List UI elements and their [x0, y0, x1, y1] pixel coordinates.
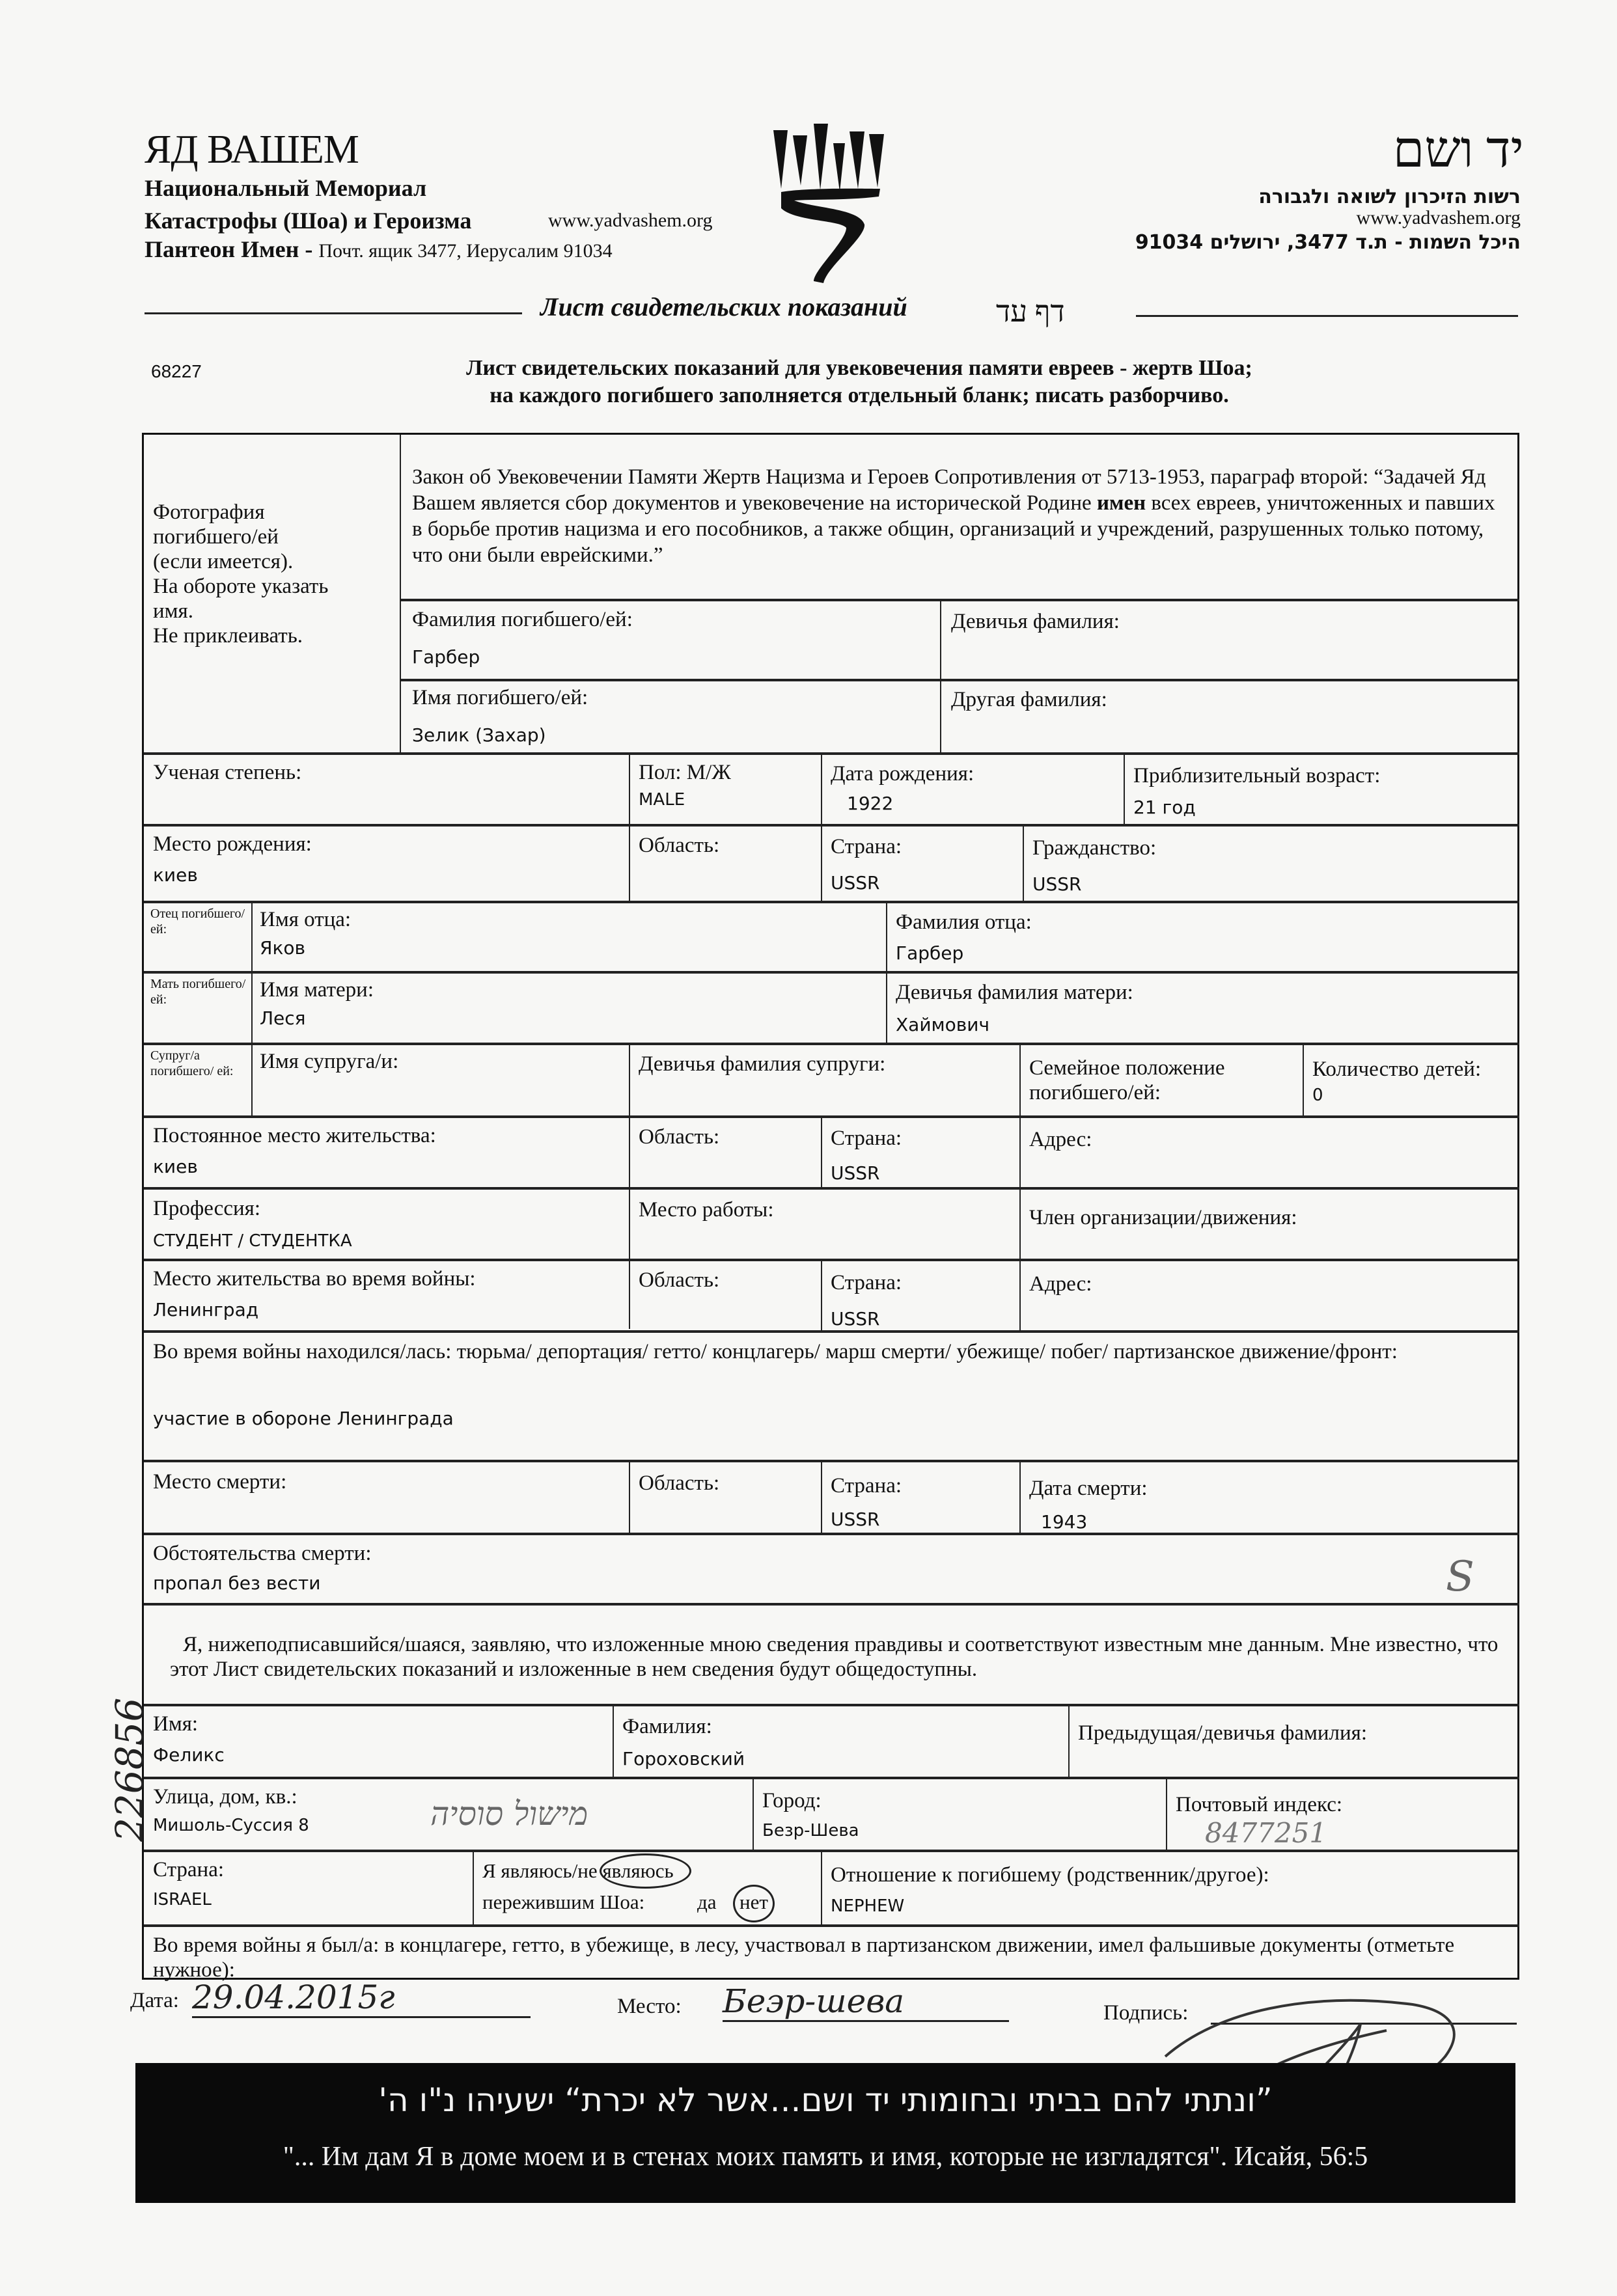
date-label: Дата:: [130, 1989, 179, 2012]
org-subtitle-line2: Катастрофы (Шоа) и Героизма: [145, 208, 472, 234]
divider: [821, 1115, 822, 1187]
residence-country-label: Страна:: [831, 1127, 902, 1150]
mother-side-label: Мать погибшего/ ей:: [150, 977, 246, 1007]
death-date-field[interactable]: 1943: [1041, 1511, 1088, 1533]
org-subtitle-line1: Национальный Мемориал: [145, 175, 427, 201]
victim-name-field[interactable]: Зелик (Захар): [412, 724, 546, 746]
father-side-label: Отец погибшего/ ей:: [150, 907, 245, 936]
menorah-logo-icon: [768, 117, 892, 290]
divider: [629, 1043, 630, 1329]
mother-maiden-label: Девичья фамилия матери:: [896, 981, 1133, 1004]
divider: [629, 752, 630, 824]
testimony-form-table: [142, 433, 1519, 1980]
submitter-war-label: Во время войны я был/а: в концлагере, гетто, в убежище, в лесу, участвовал в партизанском движении, имел фальшивые документы (отметьте нужное):: [153, 1934, 1455, 1982]
birth-date-field[interactable]: 1922: [847, 793, 894, 814]
residence-address-label: Адрес:: [1029, 1128, 1092, 1151]
death-region-label: Область:: [639, 1471, 720, 1495]
victim-name-label: Имя погибшего/ей:: [412, 686, 588, 709]
war-residence-field[interactable]: Ленинград: [153, 1299, 259, 1320]
submitter-prev-surname-label: Предыдущая/девичья фамилия:: [1078, 1721, 1368, 1745]
signature-label: Подпись:: [1103, 2001, 1189, 2025]
residence-label: Постоянное место жительства:: [153, 1124, 436, 1147]
divider: [144, 1850, 1519, 1852]
org-hall-of-names: Пантеон Имен -: [145, 236, 313, 262]
spouse-maiden-label: Девичья фамилия супруги:: [639, 1052, 886, 1076]
death-circumstances-field[interactable]: пропал без вести: [153, 1572, 321, 1594]
divider: [629, 1460, 630, 1533]
birth-place-label: Место рождения:: [153, 832, 312, 856]
divider: [144, 752, 1519, 755]
war-address-label: Адрес:: [1029, 1272, 1092, 1296]
form-subtitle-line1: Лист свидетельских показаний для увековечения памяти евреев - жертв Шоа;: [466, 356, 1252, 380]
mother-maiden-field[interactable]: Хаймович: [896, 1014, 990, 1035]
city-field[interactable]: Безр-Шева: [762, 1821, 859, 1840]
survivor-label-b: пережившим Шоа:: [482, 1891, 645, 1913]
divider: [753, 1777, 754, 1850]
divider-right: [1136, 315, 1518, 317]
gender-field[interactable]: MALE: [639, 790, 685, 810]
spouse-side-label: Супруг/а погибшего/ ей:: [150, 1048, 234, 1078]
photo-text: (если имеется).: [153, 550, 294, 573]
divider: [821, 752, 822, 901]
quote-russian: "... Им дам Я в доме моем и в стенах моих память и имя, которые не изгладятся". Исайя, 56:5: [283, 2142, 1368, 2172]
street-label: Улица, дом, кв.:: [153, 1785, 297, 1809]
mother-name-label: Имя матери:: [260, 978, 374, 1002]
father-name-field[interactable]: Яков: [260, 937, 305, 959]
divider: [629, 824, 630, 901]
divider: [1019, 1043, 1021, 1115]
photo-text: Фотография: [153, 500, 265, 524]
form-subtitle: [247, 355, 1471, 409]
submitter-name-field[interactable]: Феликс: [153, 1744, 225, 1766]
divider: [144, 971, 1519, 974]
photo-text: Не приклеивать.: [153, 624, 303, 648]
death-country-field[interactable]: USSR: [831, 1509, 880, 1530]
postal-code-field[interactable]: 8477251: [1205, 1817, 1327, 1849]
organization-label: Член организации/движения:: [1029, 1206, 1297, 1229]
divider: [144, 1603, 1519, 1606]
divider: [144, 1259, 1519, 1261]
survivor-no-option[interactable]: нет: [739, 1891, 768, 1913]
law-text-bold: имен: [1096, 491, 1146, 515]
handwritten-mark: S: [1446, 1553, 1474, 1601]
divider: [400, 435, 401, 752]
residence-field[interactable]: киев: [153, 1156, 198, 1177]
spouse-name-label: Имя супруга/и:: [260, 1050, 399, 1073]
father-surname-field[interactable]: Гарбер: [896, 942, 964, 964]
law-text-part: Закон об Увековечении Памяти Жертв Нацизма и Героев Сопротивления от 5713-1953, параграф второй: “Задачей Яд Вашем является сбор документов и увековечение на исторической Родине: [412, 465, 1486, 515]
org-name-ru: ЯД ВАШЕМ: [145, 128, 359, 172]
age-field[interactable]: 21 год: [1133, 797, 1196, 818]
website-link-left[interactable]: www.yadvashem.org: [548, 210, 713, 231]
profession-field[interactable]: СТУДЕНТ / СТУДЕНТКА: [153, 1231, 352, 1251]
divider: [940, 599, 941, 752]
divider: [400, 679, 1519, 681]
relation-field[interactable]: NEPHEW: [831, 1896, 905, 1916]
divider: [473, 1850, 474, 1924]
street-handwritten: מישול סוסיה: [430, 1795, 588, 1833]
citizenship-field[interactable]: USSR: [1032, 873, 1082, 895]
father-name-label: Имя отца:: [260, 908, 352, 931]
isaiah-quote-banner: [135, 2063, 1515, 2203]
divider: [1023, 824, 1024, 901]
divider: [144, 1533, 1519, 1535]
victim-other-surname-label: Другая фамилия:: [951, 688, 1107, 711]
org-name-he: יד ושם: [1392, 121, 1524, 178]
gender-label: Пол: М/Ж: [639, 761, 731, 784]
victim-surname-field[interactable]: Гарбер: [412, 646, 480, 668]
quote-hebrew: ”ונתתי להם בביתי ובחומותי יד ושם...אשר לא יכרת“ ישעיהו נ"ו ה': [378, 2081, 1273, 2119]
divider: [821, 1850, 822, 1924]
org-postal-address: Почт. ящик 3477, Иерусалим 91034: [318, 240, 613, 262]
selected-no-circle: [733, 1885, 775, 1922]
place-label: Место:: [617, 1995, 682, 2018]
divider: [144, 1330, 1519, 1333]
survivor-label-a: Я являюсь/не являюсь: [482, 1859, 674, 1882]
divider: [144, 1704, 1519, 1706]
org-address-line: [145, 236, 613, 263]
law-text-part: всех евреев, уничтоженных и павших в борьбе против нацизма и его пособников, а также общин, организаций и учреждений, разрушенных только потому, что они были еврейскими.”: [412, 491, 1495, 567]
relation-label: Отношение к погибшему (родственник/другое):: [831, 1863, 1269, 1887]
date-field[interactable]: 29.04.2015г: [192, 1978, 531, 2018]
photo-text: имя.: [153, 599, 193, 623]
citizenship-label: Гражданство:: [1032, 836, 1157, 860]
birth-place-field[interactable]: киев: [153, 864, 198, 886]
form-title: Лист свидетельских показаний: [540, 292, 907, 321]
victim-surname-label: Фамилия погибшего/ей:: [412, 608, 633, 631]
photo-text: погибшего/ей: [153, 525, 279, 549]
form-id: 68227: [151, 361, 202, 381]
birth-date-label: Дата рождения:: [831, 762, 974, 786]
divider: [1166, 1777, 1167, 1850]
divider: [400, 599, 1519, 601]
war-country-label: Страна:: [831, 1271, 902, 1294]
death-country-label: Страна:: [831, 1474, 902, 1497]
divider: [821, 1259, 822, 1330]
divider: [821, 1460, 822, 1533]
photo-text: На обороте указать: [153, 575, 329, 598]
death-date-label: Дата смерти:: [1029, 1477, 1148, 1500]
workplace-label: Место работы:: [639, 1198, 774, 1222]
submitter-country-field[interactable]: ISRAEL: [153, 1890, 212, 1909]
war-status-field[interactable]: участие в обороне Ленинграда: [153, 1408, 454, 1429]
selected-not-circle: [600, 1853, 691, 1889]
death-circumstances-label: Обстоятельства смерти:: [153, 1542, 372, 1565]
divider: [144, 1460, 1519, 1462]
divider: [144, 1187, 1519, 1190]
law-text: [412, 464, 1506, 568]
mother-name-field[interactable]: Леся: [260, 1007, 306, 1029]
birth-country-label: Страна:: [831, 835, 902, 858]
divider: [144, 901, 1519, 903]
submitter-surname-field[interactable]: Гороховский: [622, 1748, 745, 1770]
children-count-label: Количество детей:: [1312, 1058, 1482, 1081]
org-subtitle-he: רשות הזיכרון לשואה ולגבורה: [1258, 185, 1521, 208]
war-status-label: Во время войны находился/лась: тюрьма/ депортация/ гетто/ концлагерь/ марш смерти/ убежище/ побег/ партизанское движение/фронт:: [153, 1340, 1398, 1363]
postal-code-label: Почтовый индекс:: [1176, 1793, 1343, 1816]
declaration-text: Я, нижеподписавшийся/шаяся, заявляю, что изложенные мною сведения правдивы и соответствуют известным мне данным. Мне известно, что этот Лист свидетельских показаний и изложенные в нем сведения будут общедоступны.: [170, 1633, 1499, 1681]
divider: [144, 1115, 1519, 1118]
divider: [613, 1704, 614, 1777]
divider: [1303, 1043, 1304, 1115]
birth-country-field[interactable]: USSR: [831, 872, 880, 894]
divider: [251, 901, 253, 1115]
divider: [1068, 1704, 1070, 1777]
divider: [144, 824, 1519, 827]
war-country-field[interactable]: USSR: [831, 1308, 880, 1330]
residence-country-field[interactable]: USSR: [831, 1162, 880, 1184]
residence-region-label: Область:: [639, 1125, 720, 1149]
victim-maiden-label: Девичья фамилия:: [951, 610, 1120, 633]
marital-status-label: Семейное положение погибшего/ей:: [1029, 1056, 1225, 1104]
father-surname-label: Фамилия отца:: [896, 910, 1032, 934]
submitter-name-label: Имя:: [153, 1712, 199, 1736]
degree-label: Ученая степень:: [153, 761, 302, 784]
form-title-he: דף עד: [996, 295, 1065, 328]
birth-region-label: Область:: [639, 834, 720, 857]
survivor-yes-option[interactable]: да: [697, 1891, 717, 1913]
war-residence-label: Место жительства во время войны:: [153, 1267, 476, 1291]
war-region-label: Область:: [639, 1268, 720, 1292]
city-label: Город:: [762, 1789, 822, 1812]
submitter-country-label: Страна:: [153, 1858, 225, 1881]
form-subtitle-line2: на каждого погибшего заполняется отдельный бланк; писать разборчиво.: [490, 383, 1229, 407]
place-field[interactable]: Беэр-шева: [723, 1982, 1009, 2022]
divider: [1019, 1460, 1021, 1533]
divider-left: [145, 312, 522, 314]
divider: [144, 1777, 1519, 1779]
children-count-field[interactable]: 0: [1312, 1086, 1323, 1105]
photo-instructions: [153, 500, 394, 648]
profession-label: Профессия:: [153, 1197, 260, 1220]
divider: [1124, 752, 1125, 824]
divider: [1019, 1115, 1021, 1330]
age-label: Приблизительный возраст:: [1133, 764, 1381, 787]
divider: [144, 1924, 1519, 1927]
org-address-he: היכל השמות - ת.ד 3477, ירושלים 91034: [1135, 231, 1521, 254]
submitter-surname-label: Фамилия:: [622, 1715, 712, 1738]
website-link-right[interactable]: www.yadvashem.org: [1356, 207, 1521, 228]
divider: [144, 1043, 1519, 1045]
side-archive-number: 226856: [107, 1697, 152, 1842]
street-field[interactable]: Мишоль-Суссия 8: [153, 1816, 309, 1835]
death-place-label: Место смерти:: [153, 1470, 287, 1494]
